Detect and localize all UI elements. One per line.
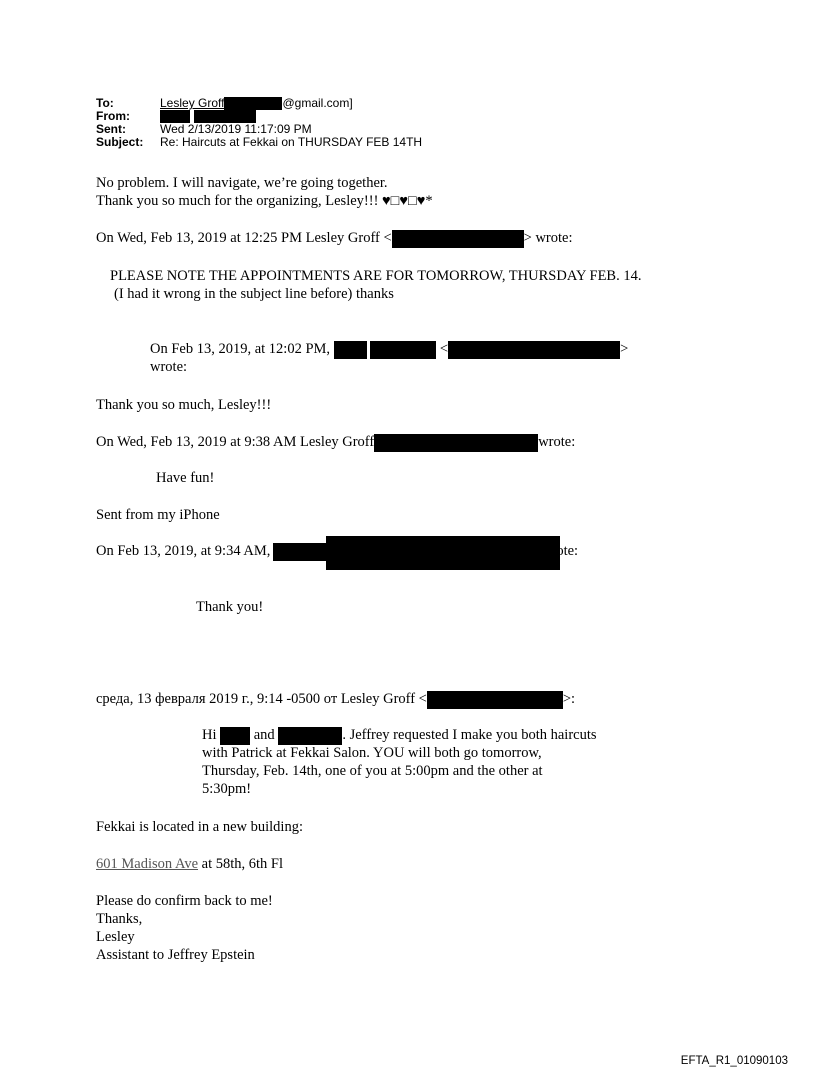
quote3-header-prefix: On Wed, Feb 13, 2019 at 9:38 AM Lesley Groff <box>96 434 375 450</box>
orig-and: and <box>253 727 275 743</box>
notice-line-1: PLEASE NOTE THE APPOINTMENTS ARE FOR TOMORROW, THURSDAY FEB. 14. <box>110 268 642 284</box>
quote2-header-lt: < <box>439 341 449 357</box>
redaction-block <box>273 543 537 561</box>
redaction-block <box>448 341 620 359</box>
address-rest: at 58th, 6th Fl <box>198 856 284 872</box>
address-line <box>96 855 283 873</box>
to-value <box>160 97 353 110</box>
quote2-header-wrote: wrote: <box>150 359 188 375</box>
quote4-header-prefix: On Feb 13, 2019, at 9:34 AM, <box>96 543 271 559</box>
quote2-header-gt: > <box>620 341 629 357</box>
russian-header-suffix: >: <box>562 691 576 707</box>
signature-name: Lesley <box>96 929 135 945</box>
sent-from-line: Sent from my iPhone <box>96 507 220 523</box>
from-label: From: <box>96 109 130 123</box>
redaction-block <box>370 341 436 359</box>
russian-header-prefix: среда, 13 февраля 2019 г., 9:14 -0500 от Lesley Groff < <box>96 691 427 707</box>
redaction-block <box>224 97 282 110</box>
russian-header <box>96 690 575 709</box>
redaction-block <box>374 434 538 452</box>
redaction-block <box>334 341 367 359</box>
address-link[interactable]: 601 Madison Ave <box>96 856 199 872</box>
orig-line-4: 5:30pm! <box>202 781 252 797</box>
quote1-header-prefix: On Wed, Feb 13, 2019 at 12:25 PM Lesley Groff < <box>96 230 392 246</box>
orig-line-3: Thursday, Feb. 14th, one of you at 5:00pm and the other at <box>202 763 543 779</box>
redaction-block <box>427 691 563 709</box>
quote2-header <box>150 340 628 359</box>
to-email-suffix: @gmail.com] <box>282 96 353 110</box>
notice-line-2: (I had it wrong in the subject line before) thanks <box>114 286 394 302</box>
subject-value: Re: Haircuts at Fekkai on THURSDAY FEB 14TH <box>160 135 423 149</box>
redaction-block <box>392 230 524 248</box>
quote3-header-suffix: wrote: <box>538 434 576 450</box>
orig-line-1 <box>202 726 597 745</box>
quote1-header-suffix: > wrote: <box>523 230 573 246</box>
reply-line-2: Thank you so much for the organizing, Lesley!!! ♥□♥□♥* <box>96 193 433 209</box>
quote1-header <box>96 229 573 248</box>
redaction-block <box>220 727 250 745</box>
sent-value: Wed 2/13/2019 11:17:09 PM <box>160 122 312 136</box>
subject-label: Subject: <box>96 135 144 149</box>
quote4-header-suffix: wrote: <box>541 543 579 559</box>
orig-line-2: with Patrick at Fekkai Salon. YOU will both go tomorrow, <box>202 745 542 761</box>
confirm-line: Please do confirm back to me! <box>96 893 273 909</box>
signature-thanks: Thanks, <box>96 911 143 927</box>
orig-line1-rest: . Jeffrey requested I make you both haircuts <box>342 727 597 743</box>
redaction-block <box>278 727 342 745</box>
quote2-header-prefix: On Feb 13, 2019, at 12:02 PM, <box>150 341 331 357</box>
orig-hi: Hi <box>202 727 217 743</box>
to-name: Lesley Groff <box>160 96 225 110</box>
document-id: EFTA_R1_01090103 <box>680 1055 788 1067</box>
quote4-header <box>96 542 578 561</box>
thanks-line: Thank you so much, Lesley!!! <box>96 397 272 413</box>
to-label: To: <box>96 96 114 110</box>
quote3-header <box>96 433 575 452</box>
location-line: Fekkai is located in a new building: <box>96 819 303 835</box>
signature-title: Assistant to Jeffrey Epstein <box>96 947 255 963</box>
reply-line-1: No problem. I will navigate, we’re going together. <box>96 175 388 191</box>
sent-label: Sent: <box>96 122 126 136</box>
thank-you-line: Thank you! <box>196 599 264 615</box>
have-fun-line: Have fun! <box>156 470 215 486</box>
